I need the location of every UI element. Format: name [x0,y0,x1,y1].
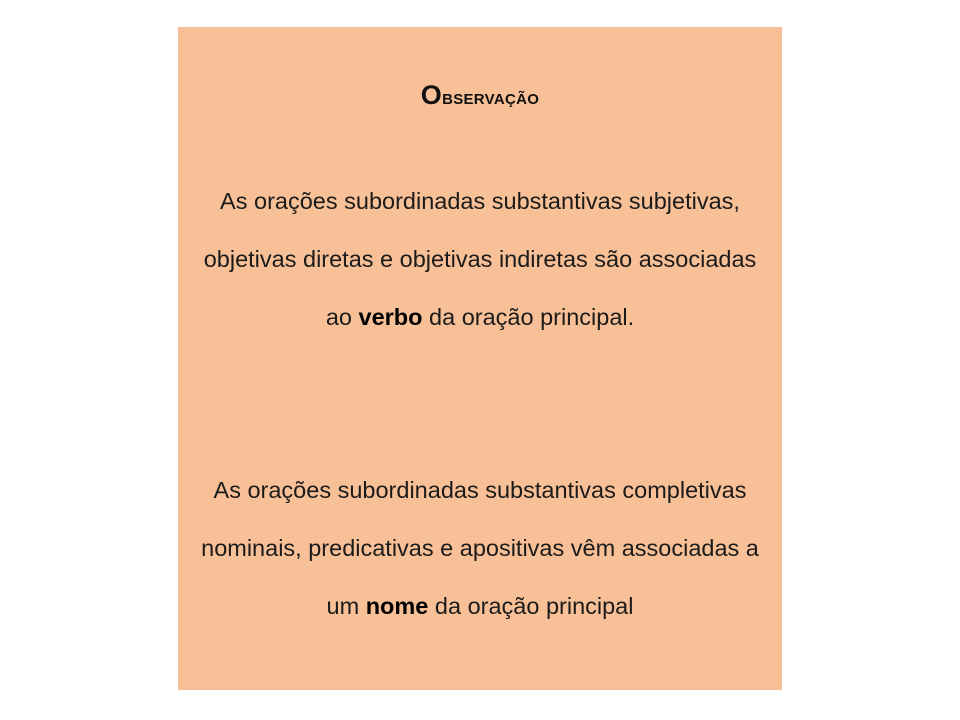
title-initial: O [420,80,443,110]
paragraph-noun-association [196,461,764,635]
paragraph1-text-after: da oração principal. [422,304,635,330]
paragraph1-text-before: As orações subordinadas substantivas subjetivas, objetivas diretas e objetivas indiretas são associadas ao [203,188,757,330]
observation-box [178,27,782,690]
paragraph-verb-association [196,172,764,346]
title-rest: bservação [442,86,540,109]
paragraph2-text-after: da oração principal [428,593,634,619]
paragraph2-bold-term: nome [365,593,429,619]
paragraph1-bold-term: verbo [358,304,423,330]
paragraph2-text-before: As orações subordinadas substantivas completivas nominais, predicativas e apositivas vêm associadas a um [201,477,759,619]
observation-title [178,82,782,109]
